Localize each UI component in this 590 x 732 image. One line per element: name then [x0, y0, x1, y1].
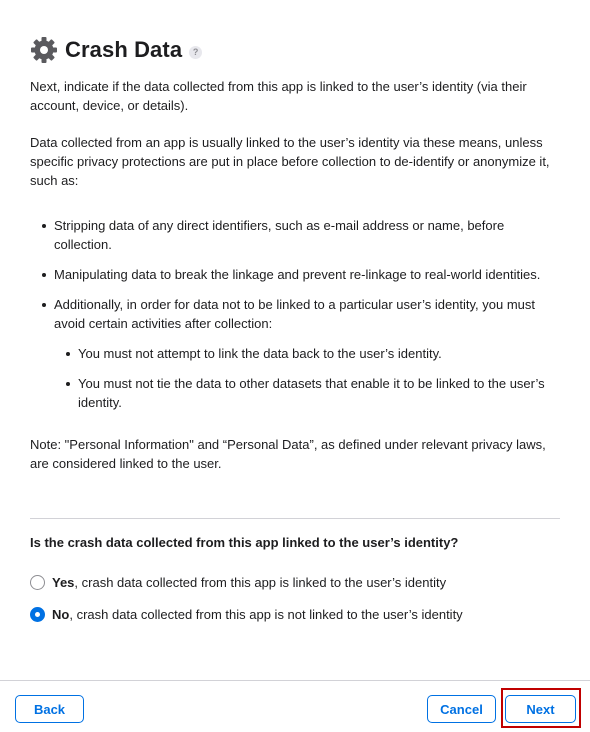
sub-list-item-text: You must not attempt to link the data back to the user’s identity.	[78, 346, 442, 361]
gear-icon	[30, 36, 58, 64]
list-item-text: Stripping data of any direct identifiers, such as e-mail address or name, before collection.	[54, 218, 505, 252]
option-no[interactable]	[30, 607, 463, 622]
sub-list-item	[54, 344, 565, 363]
intro-text: Next, indicate if the data collected from this app is linked to the user’s identity (via their account, device, or details).	[30, 79, 527, 113]
list-item-text: Manipulating data to break the linkage and prevent re-linkage to real-world identities.	[54, 267, 541, 282]
content-body	[30, 77, 565, 473]
option-no-rest: , crash data collected from this app is not linked to the user’s identity	[69, 607, 463, 622]
note-text: Note: "Personal Information" and “Personal Data”, as defined under relevant privacy laws, are considered linked to the user.	[30, 437, 546, 471]
option-yes-label	[52, 575, 446, 590]
option-no-bold: No	[52, 607, 70, 622]
back-button[interactable]: Back	[15, 695, 84, 723]
no-radio[interactable]	[30, 607, 45, 622]
option-no-label	[52, 607, 463, 622]
means-text: Data collected from an app is usually linked to the user’s identity via these means, unless specific privacy protections are put in place before collection to de-identify or anonymize it, such as:	[30, 135, 550, 188]
yes-radio[interactable]	[30, 575, 45, 590]
help-icon[interactable]: ?	[189, 46, 202, 59]
list-item-text: Additionally, in order for data not to be linked to a particular user’s identity, you must avoid certain activities after collection:	[54, 297, 536, 331]
sub-list	[54, 344, 565, 412]
next-button[interactable]: Next	[505, 695, 576, 723]
footer-divider	[0, 680, 590, 681]
protection-list	[30, 216, 565, 412]
option-yes-rest: , crash data collected from this app is linked to the user’s identity	[74, 575, 447, 590]
cancel-button[interactable]: Cancel	[427, 695, 496, 723]
page-title: Crash Data	[65, 37, 183, 62]
sub-list-item	[54, 374, 565, 412]
list-item	[30, 216, 565, 254]
option-yes-bold: Yes	[52, 575, 75, 590]
sub-list-item-text: You must not tie the data to other datasets that enable it to be linked to the user’s identity.	[78, 376, 545, 410]
option-yes[interactable]	[30, 575, 446, 590]
page-header	[30, 36, 202, 64]
divider	[30, 518, 560, 519]
list-item	[30, 295, 565, 412]
question-text: Is the crash data collected from this app linked to the user’s identity?	[30, 535, 459, 550]
list-item	[30, 265, 565, 284]
